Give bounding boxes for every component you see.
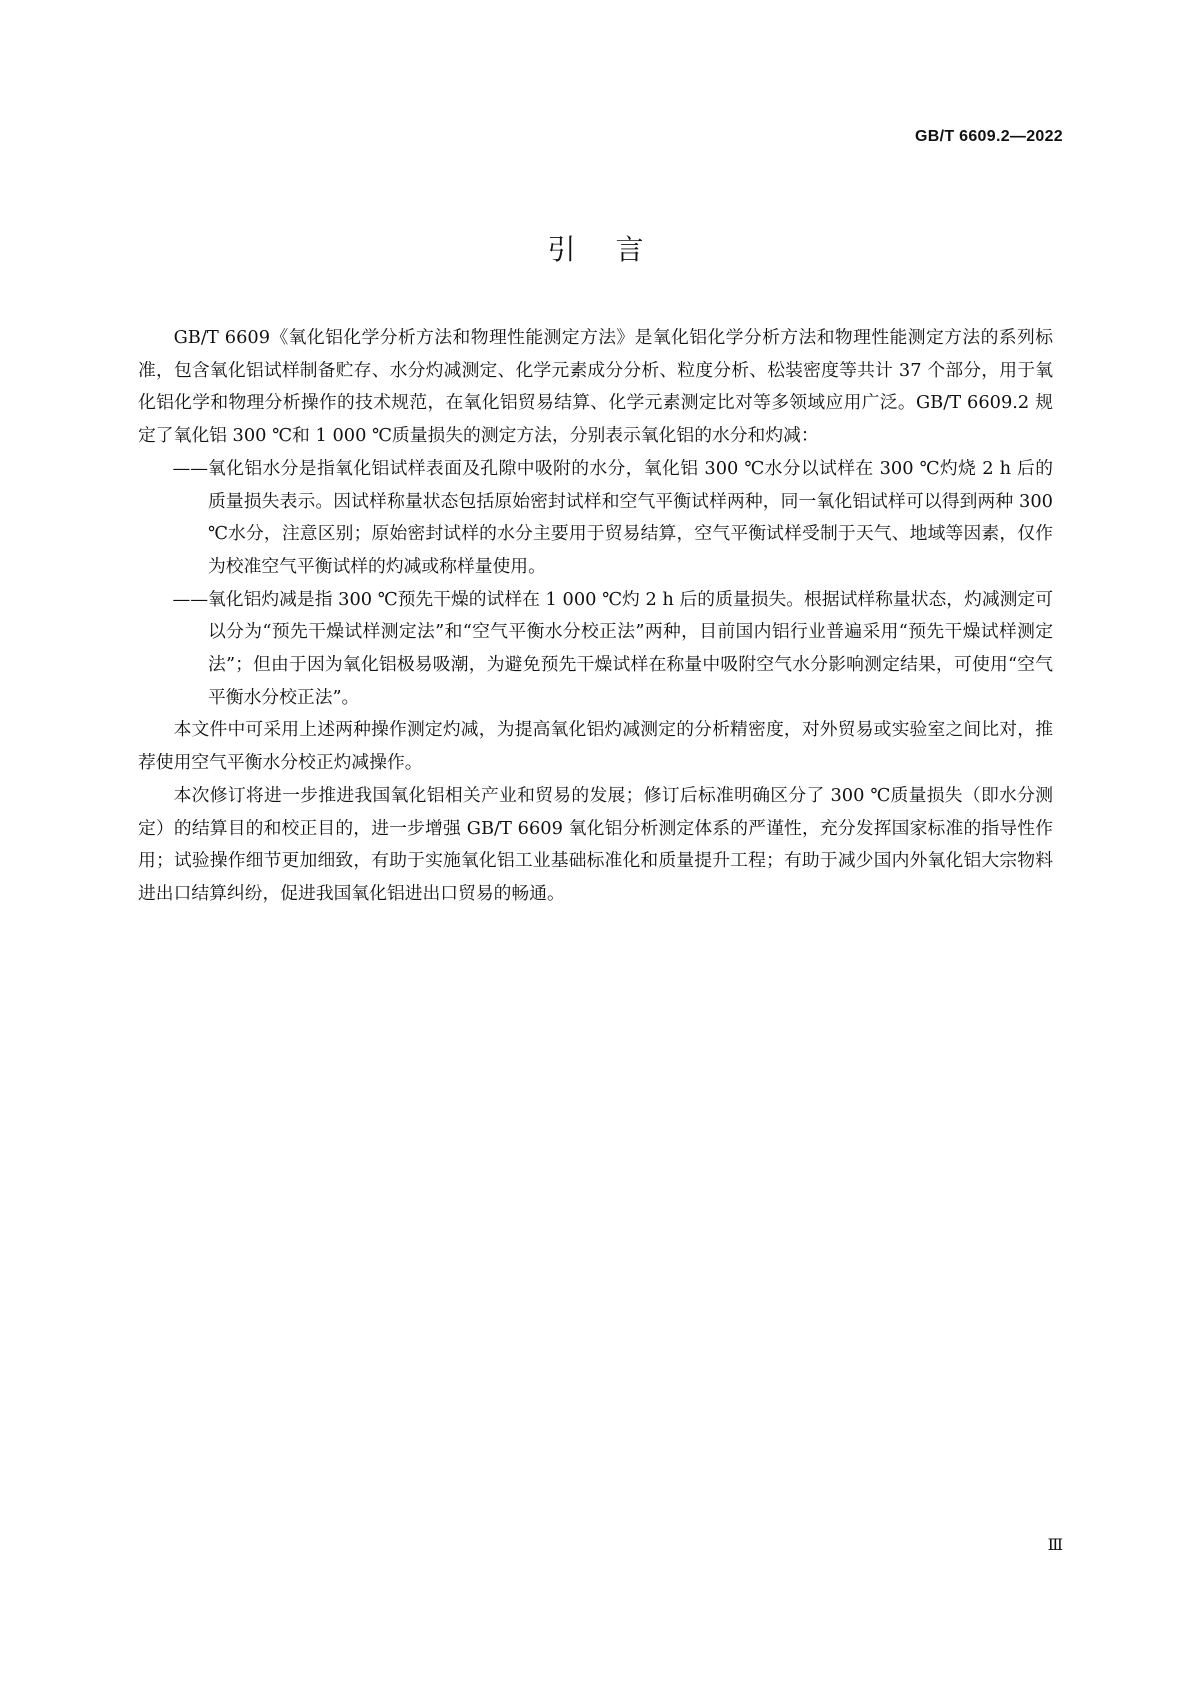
list-item-text: 氧化铝水分是指氧化铝试样表面及孔隙中吸附的水分，氧化铝 300 ℃水分以试样在 300 ℃灼烧 2 h 后的质量损失表示。因试样称量状态包括原始密封试样和空气平衡试样两种，同一氧化铝试样可以得到两种 300 ℃水分，注意区别；原始密封试样的水分主要用于贸易结算，空气平衡试样受制于天气、地域等因素，仅作为校准空气平衡试样的灼减或称样量使用。	[208, 457, 1053, 577]
page-title: 引言	[547, 233, 684, 266]
list-item	[138, 453, 1053, 584]
intro-paragraph: GB/T 6609《氧化铝化学分析方法和物理性能测定方法》是氧化铝化学分析方法和物理性能测定方法的系列标准，包含氧化铝试样制备贮存、水分灼减测定、化学元素成分分析、粒度分析、松装密度等共计 37 个部分，用于氧化铝化学和物理分析操作的技术规范，在氧化铝贸易结算、化学元素测定比对等多领域应用广泛。GB/T 6609.2 规定了氧化铝 300 ℃和 1 000 ℃质量损失的测定方法，分别表示氧化铝的水分和灼减：	[138, 327, 1053, 447]
list-item-text: 氧化铝灼减是指 300 ℃预先干燥的试样在 1 000 ℃灼 2 h 后的质量损失。根据试样称量状态，灼减测定可以分为“预先干燥试样测定法”和“空气平衡水分校正法”两种，目前国内铝行业普遍采用“预先干燥试样测定法”；但由于因为氧化铝极易吸潮，为避免预先干燥试样在称量中吸附空气水分影响测定结果，可使用“空气平衡水分校正法”。	[208, 588, 1053, 708]
body-paragraph: 本次修订将进一步推进我国氧化铝相关产业和贸易的发展；修订后标准明确区分了 300 ℃质量损失（即水分测定）的结算目的和校正目的，进一步增强 GB/T 6609 氧化铝分析测定体系的严谨性，充分发挥国家标准的指导性作用；试验操作细节更加细致，有助于实施氧化铝工业基础标准化和质量提升工程；有助于减少国内外氧化铝大宗物料进出口结算纠纷，促进我国氧化铝进出口贸易的畅通。	[138, 784, 1053, 904]
list-dash: ——	[172, 457, 208, 479]
body-paragraph: 本文件中可采用上述两种操作测定灼减，为提高氧化铝灼减测定的分析精密度，对外贸易或实验室之间比对，推荐使用空气平衡水分校正灼减操作。	[138, 719, 1053, 774]
list-dash: ——	[172, 588, 208, 610]
document-body	[138, 322, 1053, 911]
standard-number: GB/T 6609.2—2022	[915, 128, 1063, 145]
page-number: Ⅲ	[1047, 1535, 1063, 1554]
list-item	[138, 584, 1053, 715]
